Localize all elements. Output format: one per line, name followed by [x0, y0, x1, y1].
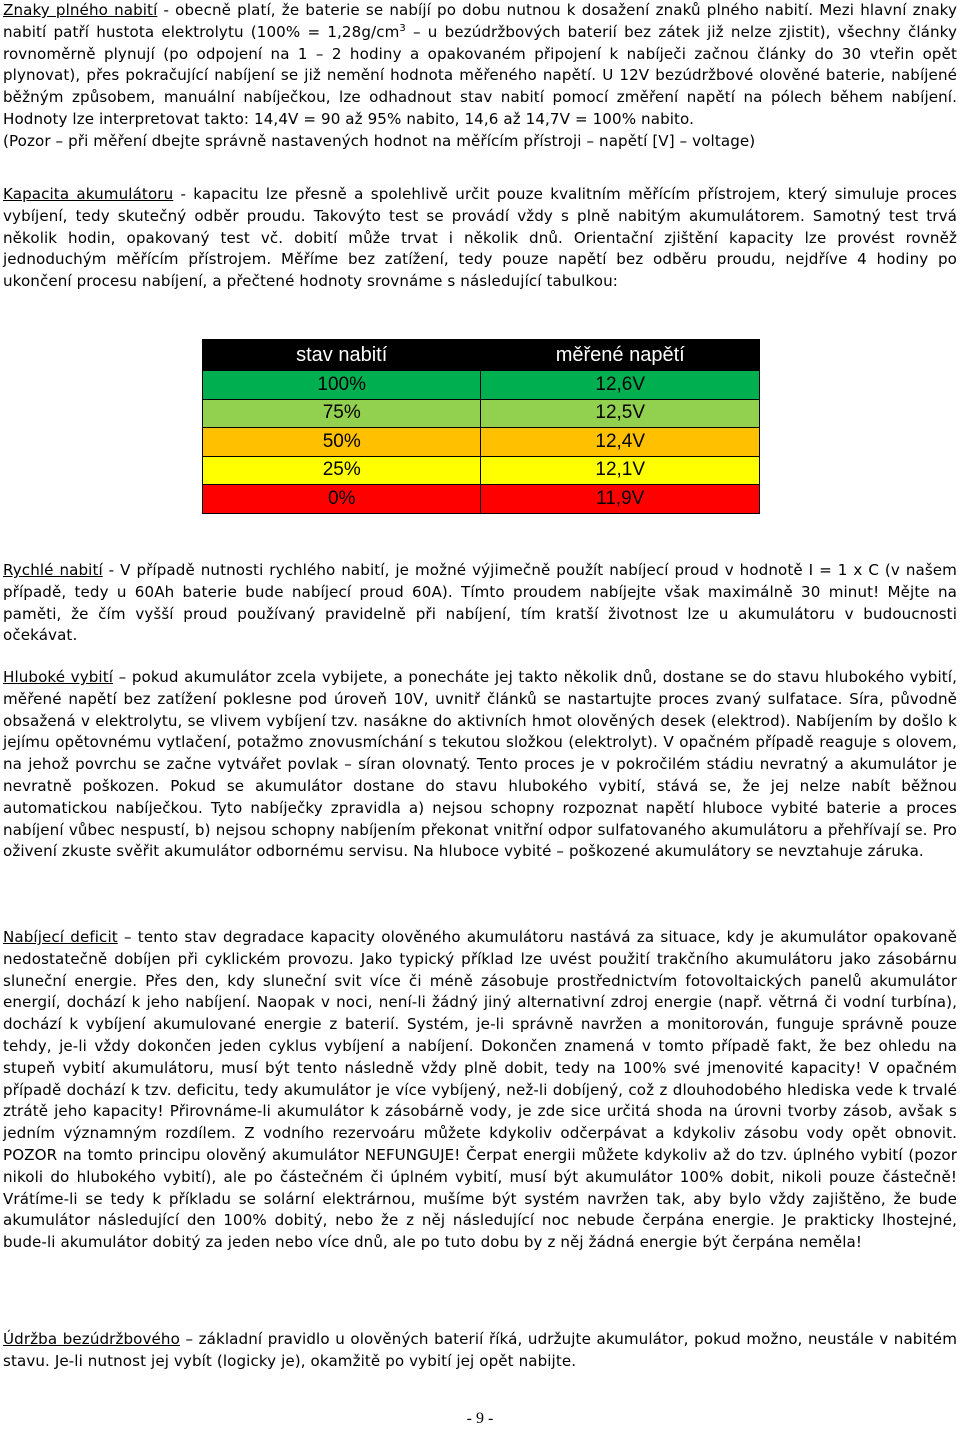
paragraph-deep-discharge — [3, 667, 957, 863]
cell-state: 100% — [203, 371, 481, 400]
text-full-charge-a: - obecně platí, že baterie se nabíjí po dobu nutnou k dosažení znaků plného nabití. Mezi hlavní znaky nabití patří hustota elektrolytu (100% = 1,28g/cm — [3, 1, 958, 41]
heading-full-charge: Znaky plného nabití — [3, 1, 158, 19]
paragraph-full-charge — [3, 0, 957, 153]
header-measured-voltage: měřené napětí — [481, 340, 760, 371]
table-row — [203, 371, 760, 400]
heading-fast-charge: Rychlé nabití — [3, 561, 103, 579]
paragraph-maintenance — [3, 1329, 957, 1373]
cell-state: 25% — [203, 456, 481, 485]
text-charge-deficit: – tento stav degradace kapacity olověného akumulátoru nastává za situace, kdy je akumulátor opakovaně nedostatečně dobíjen při cyklickém provozu. Jako typický příklad lze uvést použití trakčního akumulátoru jako zásobárnu sluneční energie. Přes den, kdy sluneční svit více či méně zásobuje prostřednictvím fotovoltaických panelů akumulátor energií, dochází k jeho nabíjení. Naopak v noci, není-li žádný jiný alternativní zdroj energie (např. větrná či vodní turbína), dochází k vybíjení akumulované energie z baterií. Systém, je-li správně navržen a monitorován, funguje správně pouze tehdy, je-li vždy dokončen jeden cyklus vybíjení a nabíjení. Dokončen znamená v tomto případě fakt, že bez ohledu na stupeň vybití akumulátoru, musí být tento následně vždy plně dobit, tedy na 100% své jmenovité kapacity! V opačném případě dochází k tzv. deficitu, tedy akumulátor je více vybíjený, než-li dobíjený, což z dlouhodobého hlediska vede k trvalé ztrátě jeho kapacity! Přirovnáme-li akumulátor k zásobárně vody, je zde sice určitá shoda na úrovni tvorby zásob, avšak s jedním významným rozdílem. Z vodního rezervoáru můžete kdykoliv odčerpávat a kdykoliv zásobu vody opět obnovit. POZOR na tomto principu olověný akumulátor NEFUNGUJE! Čerpat energii můžete kdykoliv až do tzv. úplného vybití (pozor nikoli do hlubokého vybití), ale po částečném či úplném vybití, musí být akumulátor 100% dobit, nikoli pouze částečně! Vrátíme-li se tedy k příkladu se solární elektrárnou, mušíme být systém navržen tak, aby bylo vždy zajištěno, že bude akumulátor následující den 100% dobitý, nebo že z něj následující noc nebude čerpána energie. Je prakticky lhostejné, bude-li akumulátor dobitý za jeden nebo více dnů, ale po tuto dobu by z něj žádná energie být čerpána neměla! — [3, 928, 957, 1252]
cell-voltage: 12,5V — [481, 399, 760, 428]
header-charge-state: stav nabití — [203, 340, 481, 371]
text-fast-charge: - V případě nutnosti rychlého nabití, je možné výjimečně použít nabíjecí proud v hodnotě I = 1 x C (v našem případě, tedy u 60Ah baterie bude nabíjecí proud 60A). Tímto proudem nabíjejte však maximálně 30 minut! Mějte na paměti, že čím vyšší proud používaný pravidelně při nabíjení, tím kratší životnost lze u akumulátoru v budoucnosti očekávat. — [3, 561, 957, 645]
heading-maintenance: Údržba bezúdržbového — [3, 1330, 180, 1348]
cell-voltage: 12,4V — [481, 428, 760, 457]
superscript-3: 3 — [399, 22, 406, 34]
cell-state: 50% — [203, 428, 481, 457]
table-header-row — [203, 340, 760, 371]
text-full-charge-note: (Pozor – při měření dbejte správně nastavených hodnot na měřícím přístroji – napětí [V] – voltage) — [3, 131, 756, 150]
heading-charge-deficit: Nabíjecí deficit — [3, 928, 118, 946]
paragraph-fast-charge — [3, 560, 957, 647]
cell-voltage: 11,9V — [481, 485, 760, 514]
table-row — [203, 428, 760, 457]
cell-voltage: 12,6V — [481, 371, 760, 400]
page-number: - 9 - — [466, 1410, 494, 1427]
cell-state: 75% — [203, 399, 481, 428]
charge-state-table — [202, 339, 760, 514]
cell-state: 0% — [203, 485, 481, 514]
table-row — [203, 399, 760, 428]
paragraph-capacity — [3, 184, 957, 293]
table-row — [203, 456, 760, 485]
text-deep-discharge: – pokud akumulátor zcela vybijete, a ponecháte jej takto několik dnů, dostane se do stavu hlubokého vybití, měřené napětí bez zatížení poklesne pod úroveň 10V, uvnitř článků se nastartujte proces zvaný sulfatace. Síra, původně obsažená v elektrolytu, se vlivem vybíjení tzv. nasákne do aktivních hmot olověných desek (elektrod). Nabíjením by došlo k jejímu opětovnému vytlačení, potažmo znovusmíchání s tekutou složkou (elektrolyt). V opačném případě reaguje s olovem, na jehož povrchu se začne vytvářet povlak – síran olovnatý. Tento proces je v pokročilém stádiu nevratný a akumulátor je nevratně poškozen. Pokud se akumulátor dostane do stavu hlubokého vybití, stává se, že jej nelze nabít běžnou automatickou nabíječkou. Tyto nabíječky zpravidla a) nejsou schopny rozpoznat napětí hluboce vybité baterie a proces nabíjení vůbec nespustí, b) nejsou schopny nabíjením překonat vnitřní odpor sulfatovaného akumulátoru a přehřívají se. Pro oživení zkuste svěřit akumulátor odbornému servisu. Na hluboce vybité – poškozené akumulátory se nevztahuje záruka. — [3, 668, 957, 861]
heading-capacity: Kapacita akumulátoru — [3, 185, 174, 203]
charge-table-container — [202, 339, 760, 514]
text-maintenance: – základní pravidlo u olověných baterií říká, udržujte akumulátor, pokud možno, neustále v nabitém stavu. Je-li nutnost jej vybít (logicky je), okamžitě po vybití jej opět nabijte. — [3, 1330, 957, 1370]
text-capacity: - kapacitu lze přesně a spolehlivě určit pouze kvalitním měřícím přístrojem, který simuluje proces vybíjení, tedy skutečný odběr proudu. Takovýto test se provádí vždy s plně nabitým akumulátorem. Samotný test trvá několik hodin, opakovaný test vč. dobití může trvat i několik dnů. Orientační zjištění kapacity lze provést rovněž jednoduchým měřícím přístrojem. Měříme bez zatížení, tedy pouze napětí bez odběru proudu, nejdříve 4 hodiny po ukončení procesu nabíjení, a přečtené hodnoty srovnáme s následující tabulkou: — [3, 185, 957, 291]
text-full-charge-b: – u bezúdržbových baterií bez zátek již nelze zjistit), všechny články rovnoměrně plynují (po odpojení na 1 – 2 hodiny a opakovaném připojení k nabíječi začnou články do 30 vteřin opět plynovat), přes pokračující nabíjení se již nemění hodnota měřeného napětí. U 12V bezúdržbové olověné baterie, nabíjené běžným způsobem, manuální nabíječkou, lze odhadnout stav nabití pomocí změření napětí na pólech během nabíjení. Hodnoty lze interpretovat takto: 14,4V = 90 až 95% nabito, 14,6 až 14,7V = 100% nabito. — [3, 22, 957, 128]
cell-voltage: 12,1V — [481, 456, 760, 485]
heading-deep-discharge: Hluboké vybití — [3, 668, 114, 686]
table-row — [203, 485, 760, 514]
paragraph-charge-deficit — [3, 927, 957, 1254]
